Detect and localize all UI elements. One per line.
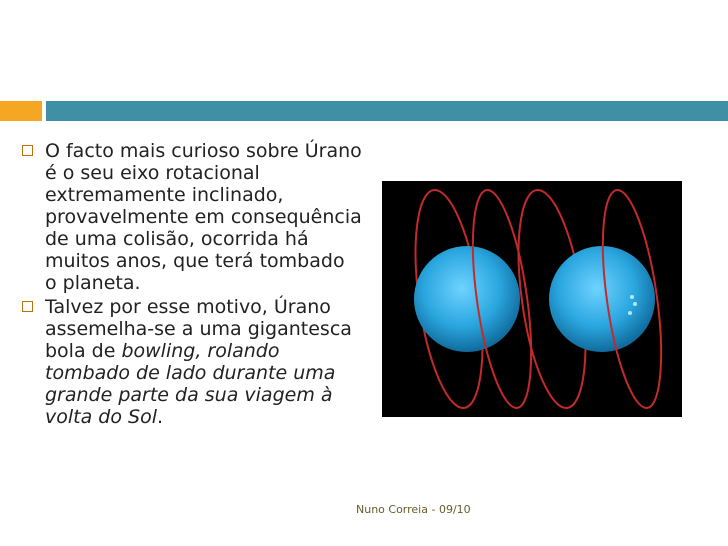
bullet-box-icon	[22, 145, 33, 156]
bullet-text-italic: bowling, rolando tombado de lado durante uma grande parte da sua viagem à volta do Sol	[45, 340, 336, 428]
planet-right	[549, 246, 655, 352]
uranus-image-svg	[382, 181, 682, 417]
bullet-box-icon	[22, 301, 33, 312]
slide-footer: Nuno Correia - 09/10	[356, 503, 471, 516]
bullet-list	[22, 140, 362, 430]
header-accent-bar-orange	[0, 101, 42, 121]
bullet-text: O facto mais curioso sobre Úrano é o seu eixo rotacional extremamente inclinado, provavelmente em consequência de uma colisão, ocorrida há muitos anos, que terá tombado o planeta.	[45, 140, 362, 294]
uranus-photo	[382, 181, 682, 417]
planet-left	[414, 246, 520, 352]
bullet-text-suffix: .	[156, 406, 164, 428]
bullet-item	[22, 296, 362, 428]
bullet-item	[22, 140, 362, 294]
header-accent-bar-teal	[46, 101, 728, 121]
bullet-text: Talvez por esse motivo, Úrano assemelha-se a uma gigantesca bola de	[45, 296, 352, 362]
